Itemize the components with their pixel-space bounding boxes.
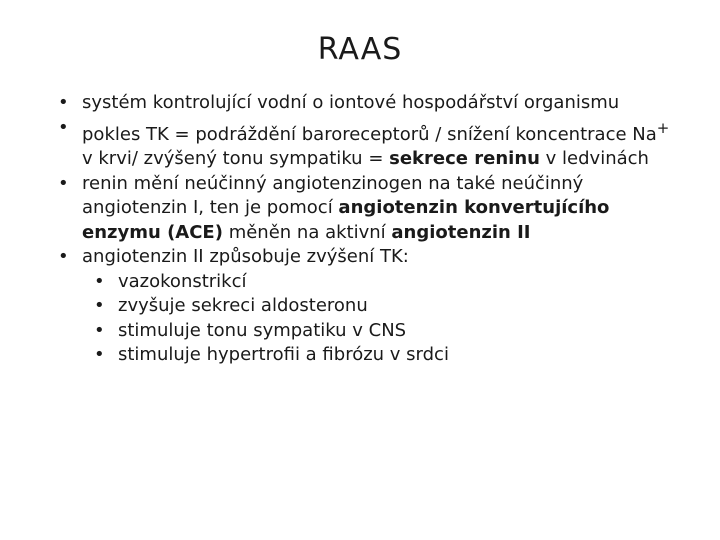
sub-bullet-list <box>82 270 682 368</box>
bullet-bold-text: angiotenzin II <box>391 221 531 243</box>
bullet-bold-text: angiotenzin konvertujícího enzymu (ACE) <box>82 197 610 243</box>
bullet-item <box>82 245 682 368</box>
bullet-text: angiotenzin II způsobuje zvýšení TK: <box>82 246 409 267</box>
bullet-item <box>82 172 682 246</box>
bullet-text: systém kontrolující vodní o iontové hospodářství organismu <box>82 92 620 113</box>
bullet-bold-text: sekrece reninu <box>389 148 540 169</box>
bullet-text: pokles TK = podráždění baroreceptorů / snížení koncentrace Na <box>82 123 657 145</box>
sub-bullet-item: • stimuluje hypertrofii a fibrózu v srdci <box>118 343 682 368</box>
bullet-list <box>82 91 682 368</box>
bullet-text: v ledvinách <box>539 148 649 169</box>
sub-bullet-item: • vazokonstrikcí <box>118 270 682 295</box>
sub-bullet-item: • zvyšuje sekreci aldosteronu <box>118 294 682 319</box>
bullet-text: měněn na aktivní <box>222 221 392 243</box>
bullet-text: renin mění neúčinný angiotenzinogen na také neúčinný angiotenzin I, ten je pomocí <box>82 172 584 218</box>
sub-bullet-item: • stimuluje tonu sympatiku v CNS <box>118 319 682 344</box>
bullet-item <box>82 91 682 116</box>
bullet-item <box>82 116 682 172</box>
superscript-plus: + <box>656 118 670 137</box>
slide-title: RAAS <box>317 32 403 67</box>
bullet-text: v krvi/ zvýšený tonu sympatiku = <box>82 148 390 169</box>
